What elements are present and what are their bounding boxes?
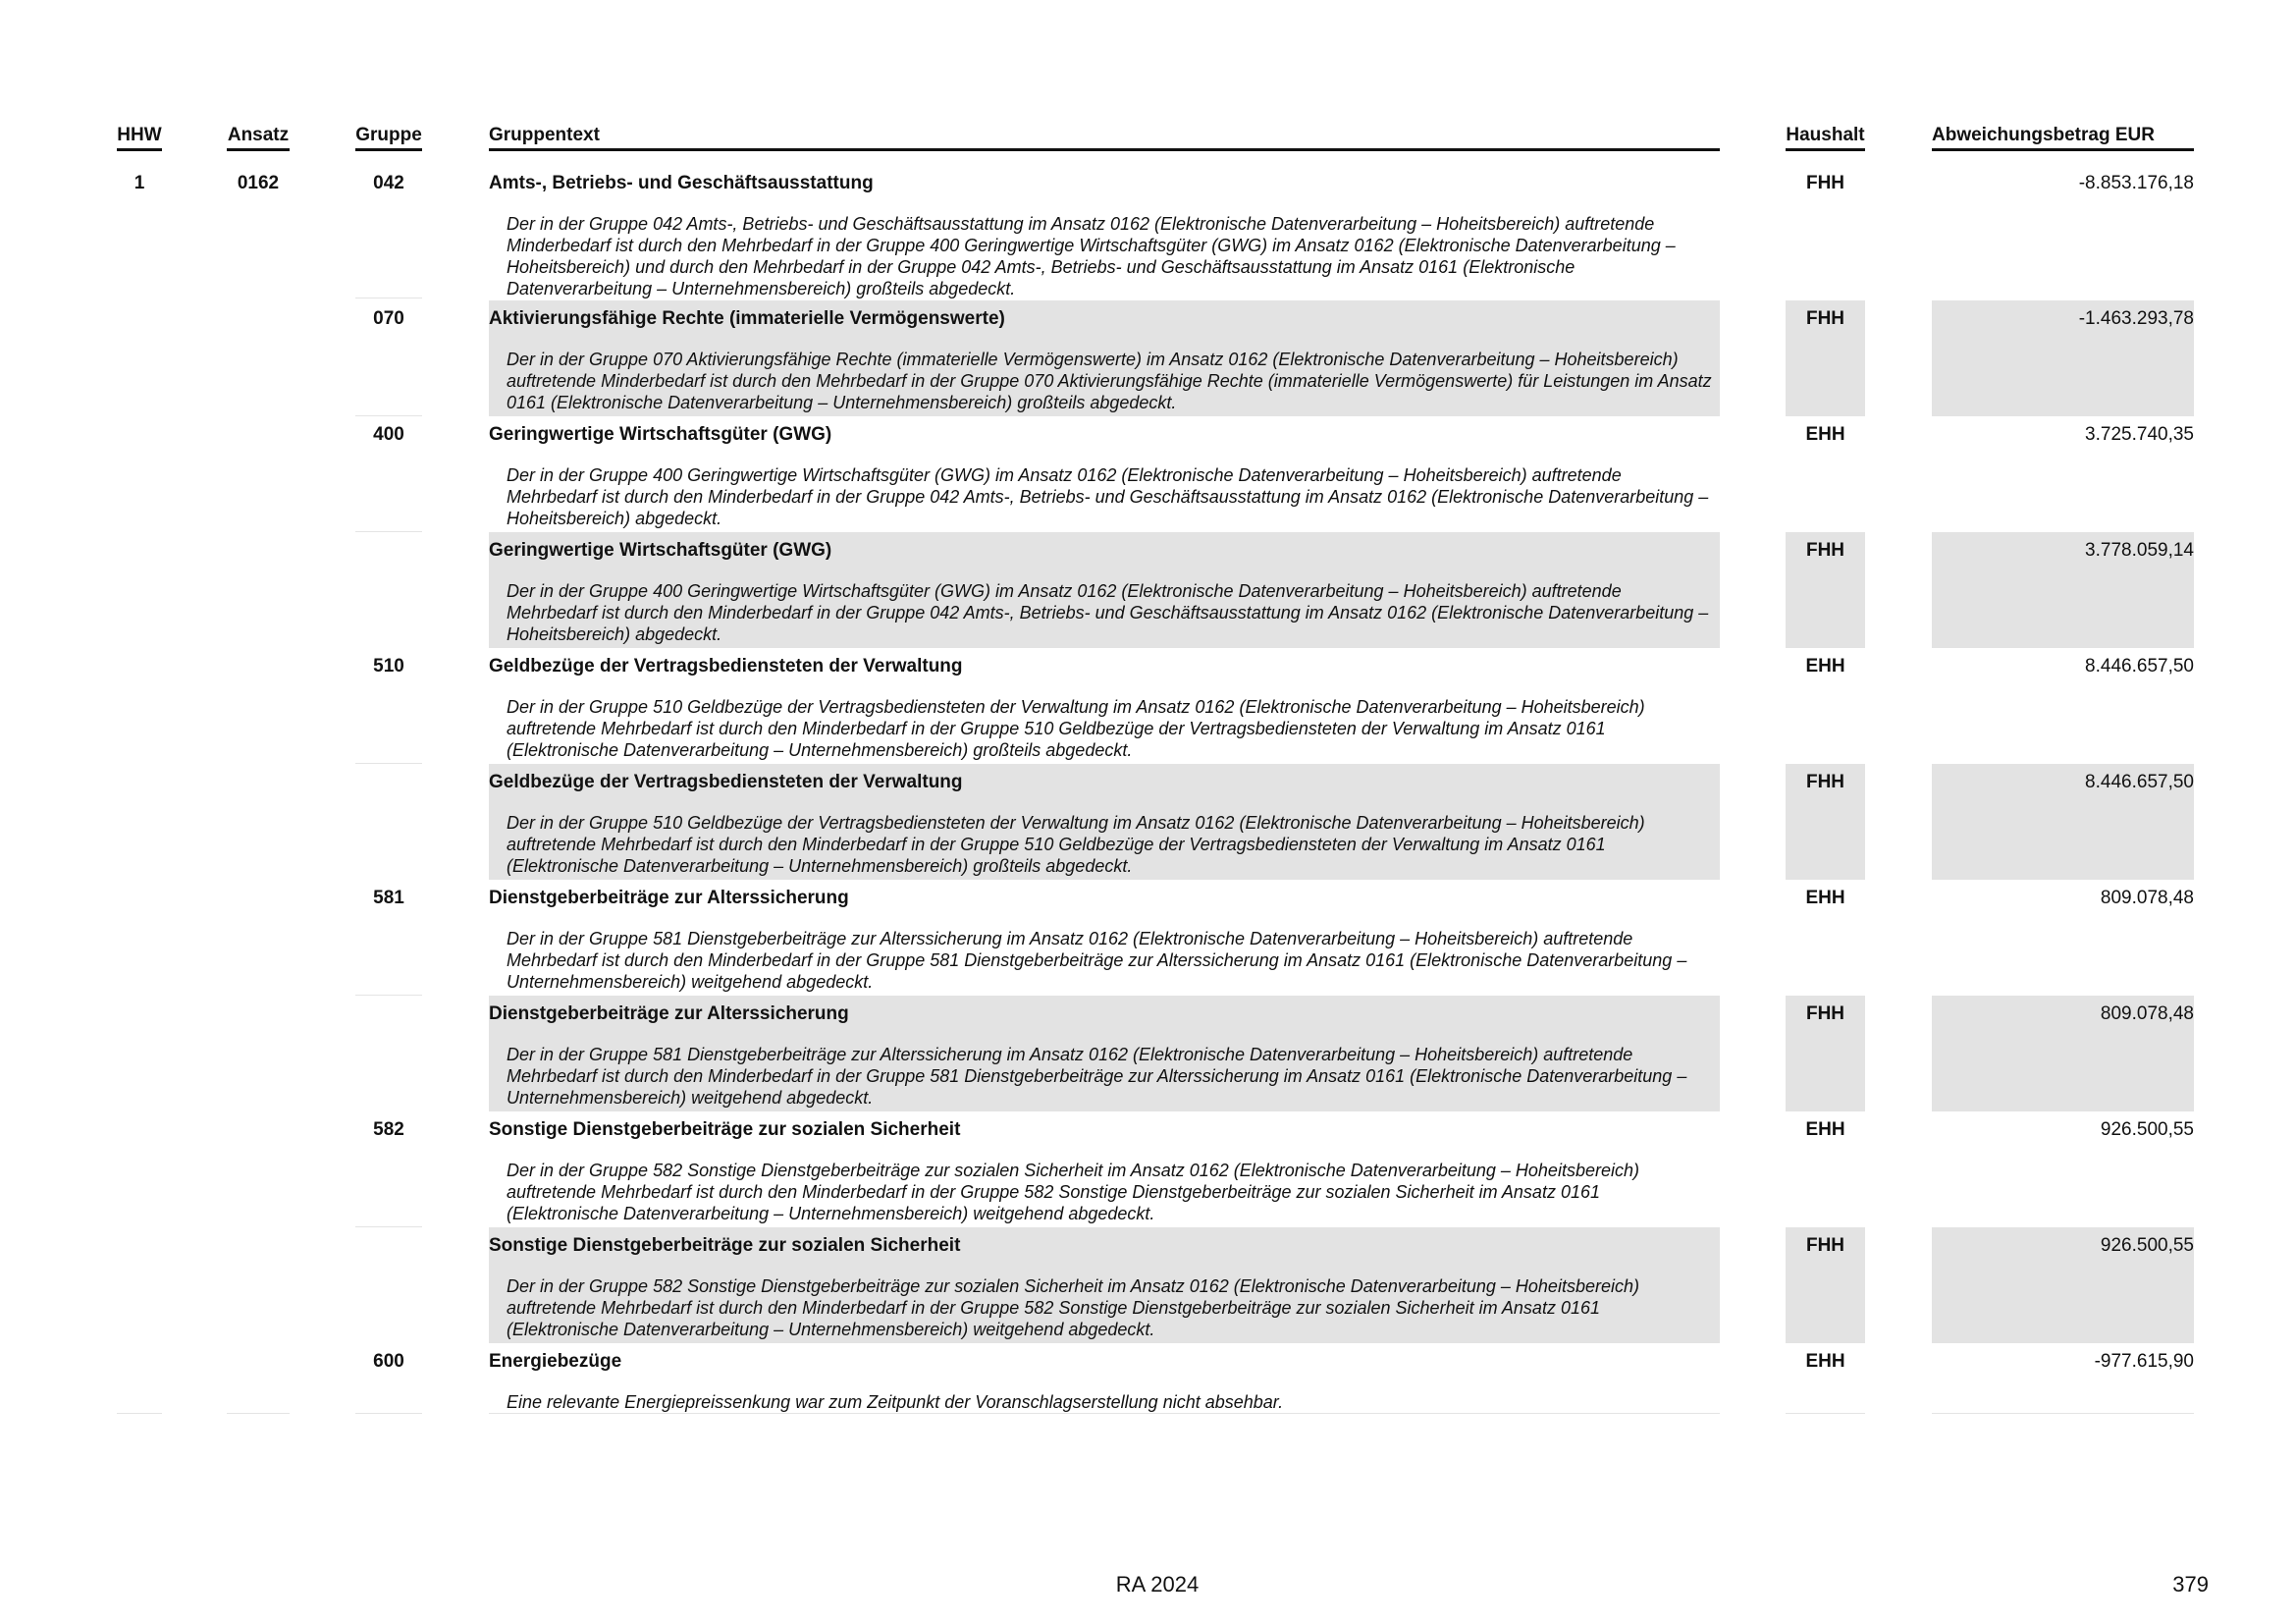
- cell-ansatz: [227, 1227, 290, 1343]
- cell-gruppe: [355, 1227, 422, 1343]
- table-row: [0, 764, 2296, 880]
- cell-gruppentext: [489, 532, 1720, 648]
- cell-gruppe: 600: [355, 1343, 422, 1414]
- group-description: Der in der Gruppe 400 Geringwertige Wirtschaftsgüter (GWG) im Ansatz 0162 (Elektronische Datenverarbeitung – Hoheitsbereich) auftretende Mehrbedarf ist durch den Minderbedarf in der Gruppe 042 Amts-, Betriebs- und Geschäftsausstattung im Ansatz 0162 (Elektronische Datenverarbeitung – Hoheitsbereich) abgedeckt.: [507, 581, 1709, 644]
- group-title: Dienstgeberbeiträge zur Alterssicherung: [489, 888, 849, 908]
- cell-haushalt: EHH: [1805, 888, 1845, 908]
- cell-abweichungsbetrag: 3.725.740,35: [2085, 424, 2194, 445]
- cell-gruppe: 070: [355, 300, 422, 416]
- cell-haushalt: FHH: [1786, 1227, 1865, 1343]
- header-ansatz: Ansatz: [227, 125, 290, 151]
- cell-abweichungsbetrag: 8.446.657,50: [2085, 656, 2194, 677]
- group-description: Der in der Gruppe 070 Aktivierungsfähige Rechte (immaterielle Vermögenswerte) im Ansatz 0162 (Elektronische Datenverarbeitung – Hoheitsbereich) auftretende Minderbedarf ist durch den Mehrbedarf in der Gruppe 070 Aktivierungsfähige Rechte (immaterielle Vermögenswerte) für Leistungen im Ansatz 0161 (Elektronische Datenverarbeitung – Unternehmensbereich) großteils abgedeckt.: [507, 350, 1712, 412]
- cell-gruppe: [355, 764, 422, 880]
- group-title: Energiebezüge: [489, 1351, 622, 1372]
- cell-abweichungsbetrag: -1.463.293,78: [1932, 300, 2194, 416]
- cell-abweichungsbetrag: 809.078,48: [1932, 996, 2194, 1111]
- group-title: Geringwertige Wirtschaftsgüter (GWG): [489, 540, 832, 561]
- cell-ansatz: [227, 648, 290, 764]
- cell-ansatz: [227, 532, 290, 648]
- cell-hhw: [117, 996, 162, 1111]
- table-row: [0, 416, 2296, 532]
- cell-hhw: [117, 1111, 162, 1227]
- cell-gruppe: 582: [355, 1111, 422, 1227]
- cell-abweichungsbetrag: -8.853.176,18: [2078, 173, 2194, 193]
- cell-abweichungsbetrag: 809.078,48: [2100, 888, 2194, 908]
- group-description: Der in der Gruppe 581 Dienstgeberbeiträge zur Alterssicherung im Ansatz 0162 (Elektronische Datenverarbeitung – Hoheitsbereich) auftretende Mehrbedarf ist durch den Minderbedarf in der Gruppe 581 Dienstgeberbeiträge zur Alterssicherung im Ansatz 0161 (Elektronische Datenverarbeitung – Unternehmensbereich) weitgehend abgedeckt.: [507, 1045, 1687, 1108]
- cell-abweichungsbetrag: 3.778.059,14: [1932, 532, 2194, 648]
- cell-gruppentext: [489, 300, 1720, 416]
- cell-gruppentext: [489, 1227, 1720, 1343]
- header-gruppentext: Gruppentext: [489, 125, 1720, 151]
- cell-hhw: [117, 648, 162, 764]
- cell-haushalt: FHH: [1786, 300, 1865, 416]
- cell-hhw: [117, 764, 162, 880]
- cell-ansatz: [227, 996, 290, 1111]
- cell-haushalt: EHH: [1805, 1119, 1845, 1140]
- cell-haushalt: FHH: [1786, 764, 1865, 880]
- cell-haushalt: FHH: [1786, 996, 1865, 1111]
- cell-hhw: 1: [133, 173, 145, 193]
- group-title: Geldbezüge der Vertragsbediensteten der Verwaltung: [489, 656, 963, 677]
- group-description: Der in der Gruppe 582 Sonstige Dienstgeberbeiträge zur sozialen Sicherheit im Ansatz 0162 (Elektronische Datenverarbeitung – Hoheitsbereich) auftretende Mehrbedarf ist durch den Minderbedarf in der Gruppe 582 Sonstige Dienstgeberbeiträge zur sozialen Sicherheit im Ansatz 0161 (Elektronische Datenverarbeitung – Unternehmensbereich) weitgehend abgedeckt.: [507, 1161, 1639, 1223]
- cell-abweichungsbetrag: 926.500,55: [1932, 1227, 2194, 1343]
- table-row: [0, 1343, 2296, 1414]
- table-row: [0, 880, 2296, 996]
- cell-ansatz: [227, 764, 290, 880]
- cell-gruppe: [355, 996, 422, 1111]
- table-row: [0, 300, 2296, 416]
- cell-hhw: [117, 532, 162, 648]
- group-title: Aktivierungsfähige Rechte (immaterielle Vermögenswerte): [489, 308, 1005, 329]
- cell-hhw: [117, 1343, 162, 1414]
- header-gruppe: Gruppe: [355, 125, 422, 151]
- cell-gruppentext: [489, 996, 1720, 1111]
- group-description: Der in der Gruppe 582 Sonstige Dienstgeberbeiträge zur sozialen Sicherheit im Ansatz 0162 (Elektronische Datenverarbeitung – Hoheitsbereich) auftretende Mehrbedarf ist durch den Minderbedarf in der Gruppe 582 Sonstige Dienstgeberbeiträge zur sozialen Sicherheit im Ansatz 0161 (Elektronische Datenverarbeitung – Unternehmensbereich) weitgehend abgedeckt.: [507, 1276, 1639, 1339]
- cell-gruppentext: [489, 1343, 1720, 1414]
- cell-haushalt: EHH: [1786, 1343, 1865, 1414]
- group-title: Geringwertige Wirtschaftsgüter (GWG): [489, 424, 832, 445]
- header-hhw: HHW: [117, 125, 162, 151]
- cell-gruppentext: [489, 1111, 1720, 1227]
- group-title: Geldbezüge der Vertragsbediensteten der Verwaltung: [489, 772, 963, 792]
- cell-hhw: [117, 880, 162, 996]
- table-row: [0, 1111, 2296, 1227]
- group-title: Sonstige Dienstgeberbeiträge zur sozialen Sicherheit: [489, 1119, 961, 1140]
- footer-page-number: 379: [2172, 1572, 2209, 1597]
- cell-haushalt: EHH: [1805, 424, 1845, 445]
- cell-hhw: [117, 1227, 162, 1343]
- group-title: Dienstgeberbeiträge zur Alterssicherung: [489, 1003, 849, 1024]
- cell-haushalt: FHH: [1805, 173, 1845, 193]
- table-row: [0, 532, 2296, 648]
- group-title: Sonstige Dienstgeberbeiträge zur sozialen Sicherheit: [489, 1235, 961, 1256]
- cell-gruppe: 510: [355, 648, 422, 764]
- table-row: [0, 648, 2296, 764]
- header-haushalt: Haushalt: [1786, 125, 1865, 151]
- group-description: Der in der Gruppe 581 Dienstgeberbeiträge zur Alterssicherung im Ansatz 0162 (Elektronische Datenverarbeitung – Hoheitsbereich) auftretende Mehrbedarf ist durch den Minderbedarf in der Gruppe 581 Dienstgeberbeiträge zur Alterssicherung im Ansatz 0161 (Elektronische Datenverarbeitung – Unternehmensbereich) weitgehend abgedeckt.: [507, 929, 1687, 992]
- cell-ansatz: [227, 880, 290, 996]
- group-title: Amts-, Betriebs- und Geschäftsausstattung: [489, 173, 874, 193]
- header-abweichungsbetrag: Abweichungsbetrag EUR: [1932, 125, 2194, 151]
- group-description: Der in der Gruppe 510 Geldbezüge der Vertragsbediensteten der Verwaltung im Ansatz 0162 (Elektronische Datenverarbeitung – Hoheitsbereich) auftretende Mehrbedarf ist durch den Minderbedarf in der Gruppe 510 Geldbezüge der Vertragsbediensteten der Verwaltung im Ansatz 0161 (Elektronische Datenverarbeitung – Unternehmensbereich) großteils abgedeckt.: [507, 813, 1645, 876]
- cell-ansatz: [227, 1343, 290, 1414]
- table-row: [0, 1227, 2296, 1343]
- cell-gruppentext: [489, 165, 1720, 298]
- footer-document-label: RA 2024: [1115, 1572, 1200, 1597]
- cell-hhw: [117, 300, 162, 416]
- cell-haushalt: FHH: [1786, 532, 1865, 648]
- cell-abweichungsbetrag: 926.500,55: [2100, 1119, 2194, 1140]
- cell-ansatz: [227, 416, 290, 532]
- cell-gruppentext: [489, 648, 1720, 764]
- cell-ansatz: [227, 1111, 290, 1227]
- table-row: [0, 165, 2296, 298]
- cell-gruppentext: [489, 416, 1720, 532]
- cell-gruppe: 400: [355, 416, 422, 532]
- cell-gruppe: [355, 532, 422, 648]
- group-description: Der in der Gruppe 400 Geringwertige Wirtschaftsgüter (GWG) im Ansatz 0162 (Elektronische Datenverarbeitung – Hoheitsbereich) auftretende Mehrbedarf ist durch den Minderbedarf in der Gruppe 042 Amts-, Betriebs- und Geschäftsausstattung im Ansatz 0162 (Elektronische Datenverarbeitung – Hoheitsbereich) abgedeckt.: [507, 465, 1709, 528]
- cell-abweichungsbetrag: 8.446.657,50: [1932, 764, 2194, 880]
- group-description: Der in der Gruppe 042 Amts-, Betriebs- und Geschäftsausstattung im Ansatz 0162 (Elektronische Datenverarbeitung – Hoheitsbereich) auftretende Minderbedarf ist durch den Mehrbedarf in der Gruppe 400 Geringwertige Wirtschaftsgüter (GWG) im Ansatz 0162 (Elektronische Datenverarbeitung – Hoheitsbereich) und durch den Mehrbedarf in der Gruppe 042 Amts-, Betriebs- und Geschäftsausstattung im Ansatz 0161 (Elektronische Datenverarbeitung – Unternehmensbereich) großteils abgedeckt.: [507, 214, 1676, 298]
- cell-ansatz: 0162: [237, 173, 280, 193]
- group-description: Eine relevante Energiepreissenkung war zum Zeitpunkt der Voranschlagserstellung nicht absehbar.: [507, 1392, 1284, 1412]
- cell-gruppe: 581: [355, 880, 422, 996]
- cell-gruppentext: [489, 880, 1720, 996]
- cell-haushalt: EHH: [1805, 656, 1845, 677]
- cell-abweichungsbetrag: -977.615,90: [1932, 1343, 2194, 1414]
- group-description: Der in der Gruppe 510 Geldbezüge der Vertragsbediensteten der Verwaltung im Ansatz 0162 (Elektronische Datenverarbeitung – Hoheitsbereich) auftretende Mehrbedarf ist durch den Minderbedarf in der Gruppe 510 Geldbezüge der Vertragsbediensteten der Verwaltung im Ansatz 0161 (Elektronische Datenverarbeitung – Unternehmensbereich) großteils abgedeckt.: [507, 697, 1645, 760]
- cell-hhw: [117, 416, 162, 532]
- cell-gruppentext: [489, 764, 1720, 880]
- cell-ansatz: [227, 300, 290, 416]
- table-row: [0, 996, 2296, 1111]
- cell-gruppe: 042: [355, 165, 422, 298]
